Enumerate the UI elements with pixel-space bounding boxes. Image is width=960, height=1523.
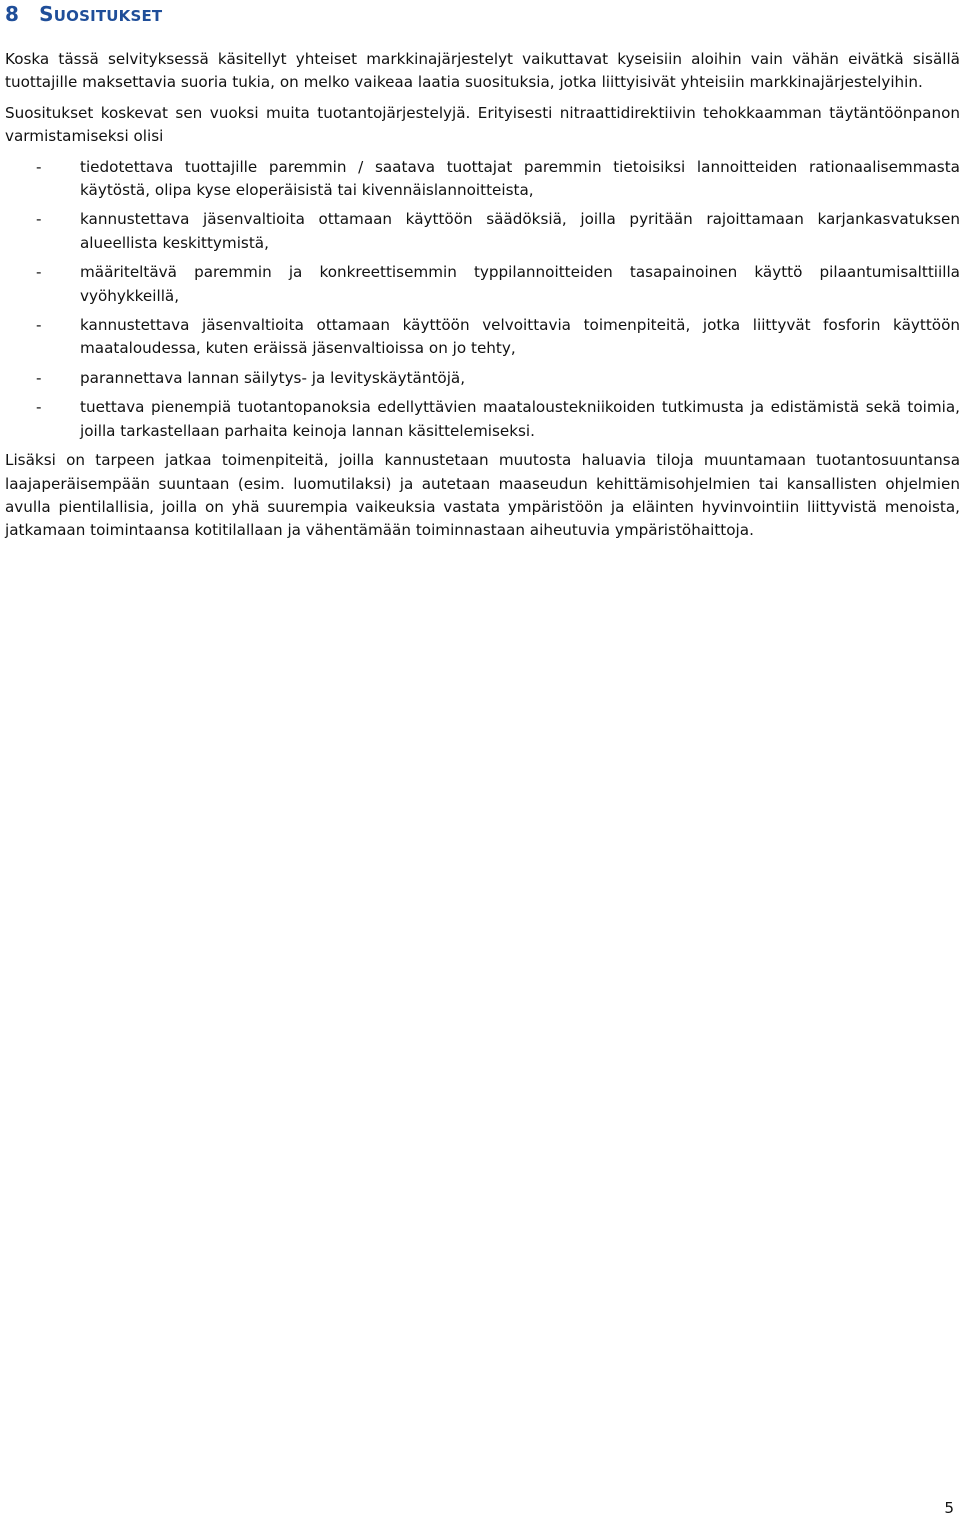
list-item-text: tiedotettava tuottajille paremmin / saatava tuottajat paremmin tietoisiksi lannoitteiden rationaalisemmasta käytöstä, olipa kyse eloperäisistä tai kivennäislannoitteista, bbox=[80, 157, 960, 200]
intro-paragraph: Koska tässä selvityksessä käsitellyt yhteiset markkinajärjestelyt vaikuttavat kyseisiin aloihin vain vähän eivätkä sisällä tuottajille maksettavia suoria tukia, on melko vaikeaa laatia suosituksia, jotka liittyisivät yhteisiin markkinajärjestelyihin. bbox=[5, 50, 960, 92]
section-title-initial: S bbox=[39, 2, 54, 26]
list-item-text: parannettava lannan säilytys- ja levityskäytäntöjä, bbox=[80, 368, 466, 387]
section-heading bbox=[5, 2, 162, 26]
closing-paragraph: Lisäksi on tarpeen jatkaa toimenpiteitä, joilla kannustetaan muutosta haluavia tiloja muuntamaan tuotantosuuntansa laajaperäisempään suuntaan (esim. luomutilaksi) ja autetaan maaseudun kehittämisohjelmien tai kansallisten ohjelmien avulla pientilallisia, joilla on yhä suurempia vaikeuksia vastata ympäristöön ja eläinten hyvinvointiin liittyvistä menoista, jatkamaan toimintaansa kotitilallaan ja vähentämään toiminnastaan aiheutuvia ympäristöhaittoja. bbox=[5, 451, 960, 540]
list-item bbox=[5, 367, 960, 390]
list-item bbox=[5, 156, 960, 203]
list-item-text: määriteltävä paremmin ja konkreettisemmin typpilannoitteiden tasapainoinen käyttö pilaantumisalttiilla vyöhykkeillä, bbox=[80, 263, 960, 305]
list-dash: - bbox=[36, 368, 42, 387]
list-item-text: kannustettava jäsenvaltioita ottamaan käyttöön säädöksiä, joilla pyritään rajoittamaan karjankasvatuksen alueellista keskittymistä, bbox=[80, 210, 960, 252]
list-dash: - bbox=[36, 210, 42, 229]
list-item bbox=[5, 208, 960, 255]
recommendations-list bbox=[5, 156, 960, 443]
list-item bbox=[5, 396, 960, 443]
list-item bbox=[5, 261, 960, 308]
list-dash: - bbox=[36, 398, 42, 417]
list-dash: - bbox=[36, 263, 42, 282]
list-item bbox=[5, 314, 960, 361]
list-item-text: tuettava pienempiä tuotantopanoksia edellyttävien maataloustekniikoiden tutkimusta ja edistämistä sekä toimia, joilla tarkastellaan parhaita keinoja lannan käsittelemiseksi. bbox=[80, 398, 960, 440]
section-title-rest: UOSITUKSET bbox=[53, 7, 163, 25]
section-number: 8 bbox=[5, 2, 20, 26]
list-dash: - bbox=[36, 316, 42, 335]
list-dash: - bbox=[36, 157, 42, 176]
list-item-text: kannustettava jäsenvaltioita ottamaan käyttöön velvoittavia toimenpiteitä, jotka liittyvät fosforin käyttöön maataloudessa, kuten eräissä jäsenvaltioissa on jo tehty, bbox=[80, 316, 960, 358]
recommendations-lead-paragraph: Suositukset koskevat sen vuoksi muita tuotantojärjestelyjä. Erityisesti nitraattidirektiivin tehokkaamman täytäntöönpanon varmistamiseksi olisi bbox=[5, 103, 960, 146]
document-body bbox=[5, 48, 960, 543]
page-number: 5 bbox=[944, 1499, 954, 1517]
